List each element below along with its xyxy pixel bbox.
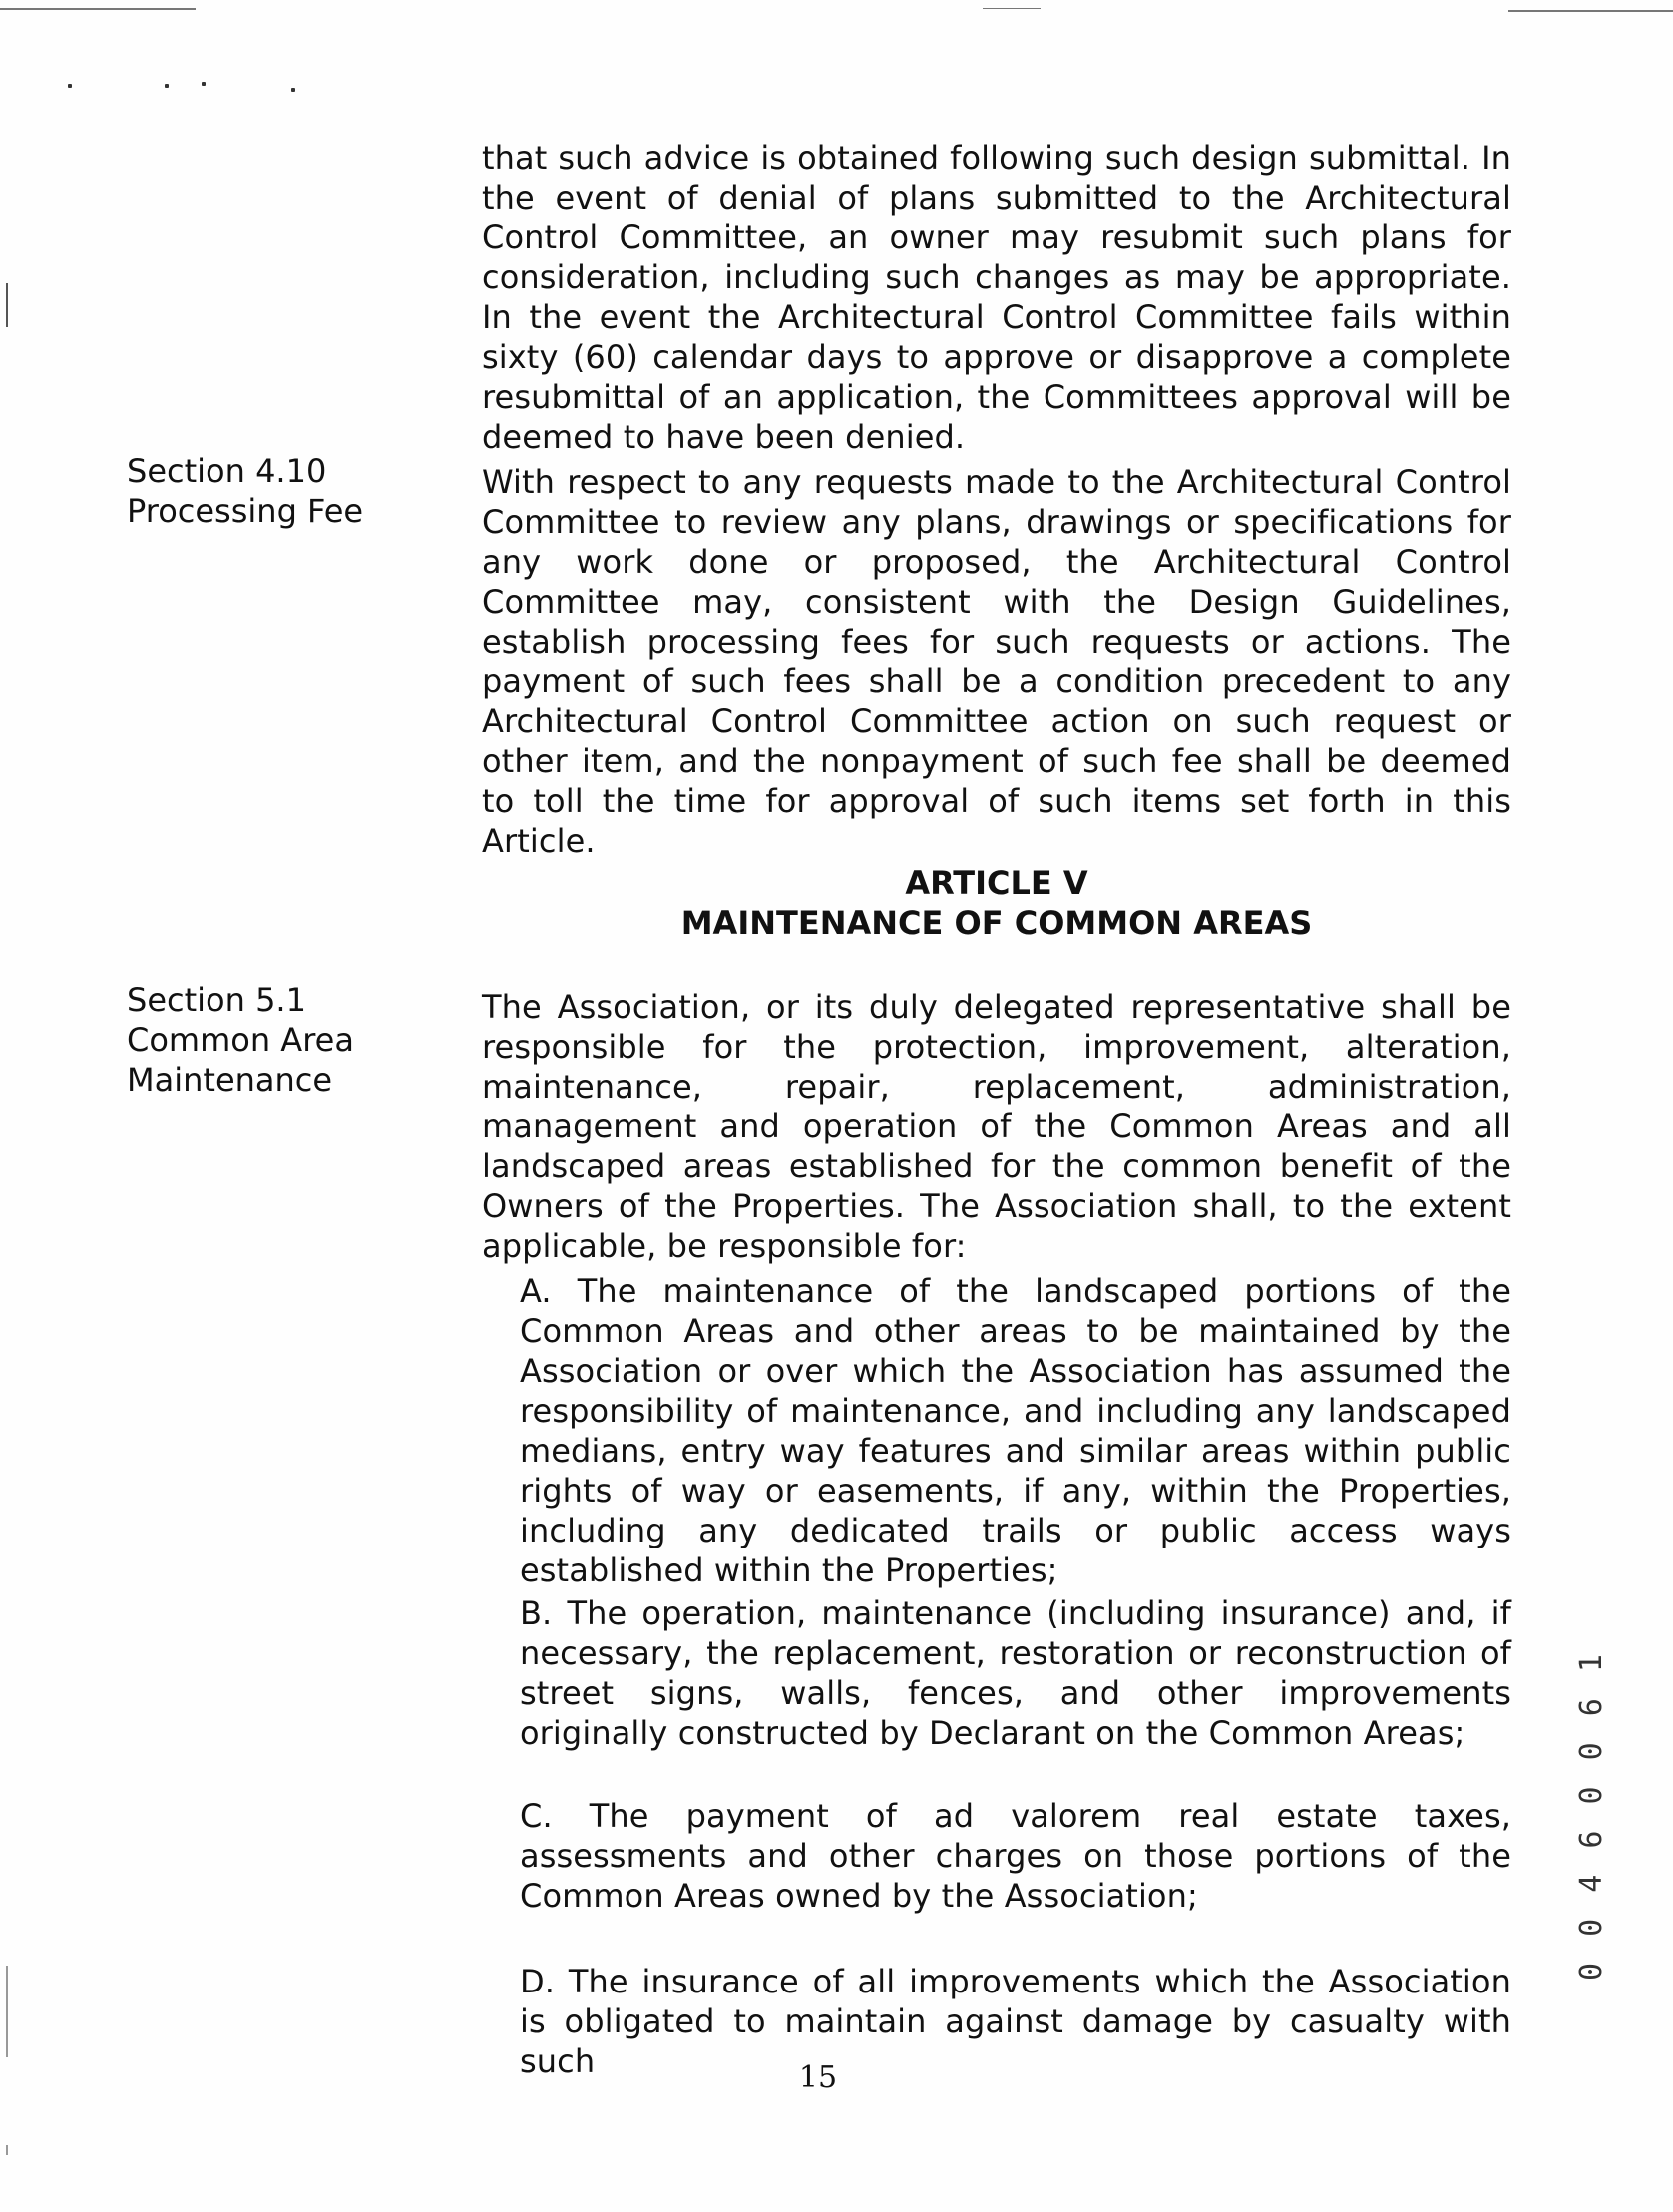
section-number: Section 5.1 <box>127 981 306 1019</box>
left-margin-mark <box>6 1966 8 2057</box>
section-title: Processing Fee <box>127 492 364 530</box>
list-item-c: C. The payment of ad valorem real estate taxes, assessments and other charges on those portions of the Common Areas owned by the Association; <box>520 1797 1511 1915</box>
article-heading <box>482 863 1511 943</box>
article-title: MAINTENANCE OF COMMON AREAS <box>680 904 1313 942</box>
article-number: ARTICLE V <box>905 864 1088 902</box>
left-margin-mark <box>6 2145 8 2155</box>
sidenote-section-4-10 <box>127 451 426 531</box>
sidenote-section-5-1 <box>127 980 426 1100</box>
list-item-d: D. The insurance of all improvements which the Association is obligated to maintain against damage by casualty with such <box>520 1963 1511 2080</box>
section-number: Section 4.10 <box>127 452 327 490</box>
recording-stamp-text: 0 0 4 6 0 0 6 1 <box>1574 1650 1609 1981</box>
scan-dot <box>202 82 206 86</box>
page-number: 15 <box>798 2060 838 2095</box>
recording-stamp <box>1564 1581 1609 1981</box>
top-right-rule <box>1508 10 1673 12</box>
scan-dot <box>68 84 72 88</box>
section-title: Maintenance <box>127 1061 333 1099</box>
intro-paragraph: that such advice is obtained following such design submittal. In the event of denial of plans submitted to the Architectural Control Committee, an owner may resubmit such plans for consideration, including such changes as may be appropriate. In the event the Architectural Control Committee fails within sixty (60) calendar days to approve or disapprove a complete resubmittal of an application, the Committees approval will be deemed to have been denied. <box>482 139 1511 456</box>
section-4-10-paragraph: With respect to any requests made to the Architectural Control Committee to review any plans, drawings or specifications for any work done or proposed, the Architectural Control Committee may, consistent with the Design Guidelines, establish processing fees for such requests or actions. The payment of such fees shall be a condition precedent to any Architectural Control Committee action on such request or other item, and the nonpayment of such fee shall be deemed to toll the time for approval of such items set forth in this Article. <box>482 463 1511 860</box>
top-center-rule <box>983 8 1041 9</box>
scan-dot <box>291 88 295 92</box>
scan-dot <box>165 84 169 88</box>
section-title: Common Area <box>127 1021 354 1059</box>
section-5-1-paragraph: The Association, or its duly delegated representative shall be responsible for the protection, improvement, alteration, maintenance, repair, replacement, administration, management and operation of the Common Areas and all landscaped areas established for the common benefit of the Owners of the Properties. The Association shall, to the extent applicable, be responsible for: <box>482 988 1511 1265</box>
left-margin-mark <box>6 283 8 327</box>
list-item-a: A. The maintenance of the landscaped portions of the Common Areas and other areas to be maintained by the Association or over which the Association has assumed the responsibility of maintenance, and including any landscaped medians, entry way features and similar areas within public rights of way or easements, if any, within the Properties, including any dedicated trails or public access ways established within the Properties; <box>520 1272 1511 1589</box>
list-item-b: B. The operation, maintenance (including insurance) and, if necessary, the replacement, restoration or reconstruction of street signs, walls, fences, and other improvements originally constructed by Declarant on the Common Areas; <box>520 1594 1511 1752</box>
top-left-rule <box>0 8 196 10</box>
